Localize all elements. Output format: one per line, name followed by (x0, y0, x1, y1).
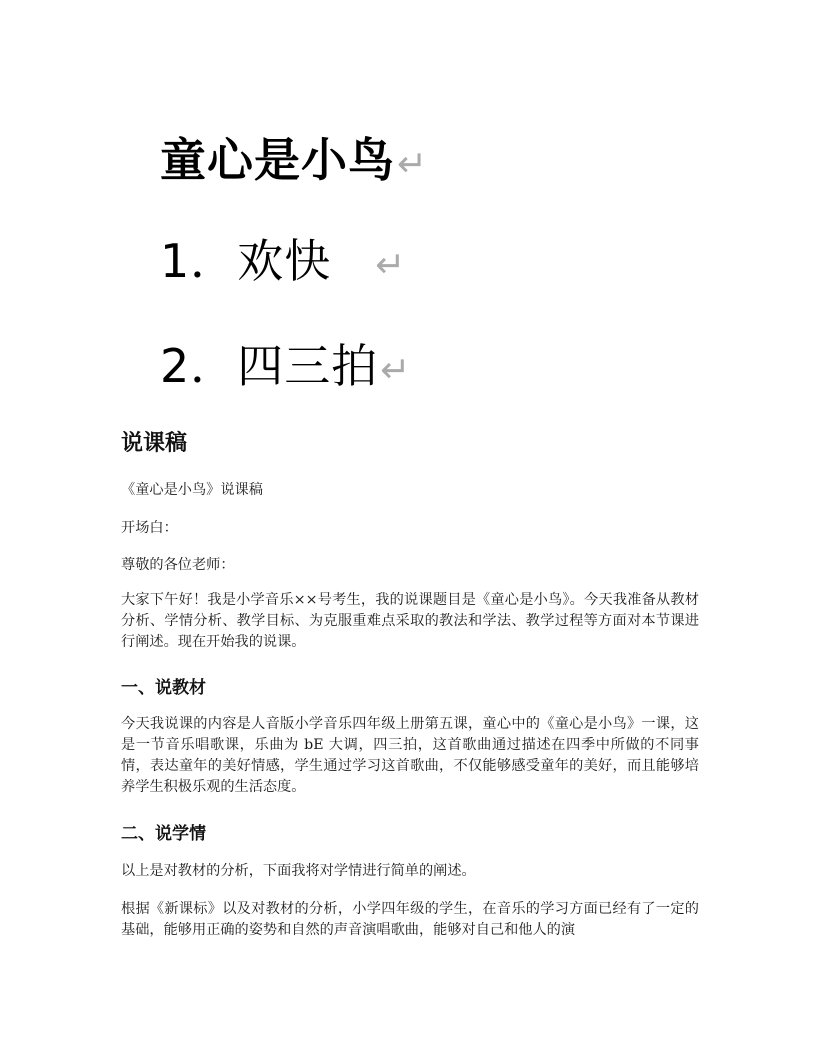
paragraph-intro: 大家下午好！我是小学音乐××号考生，我的说课题目是《童心是小鸟》。今天我准备从教材分析、学情分析、教学目标、为克服重难点采取的教法和学法、教学过程等方面对本节课进行阐述。现在开始我的说课。 (121, 592, 699, 650)
section-heading-students: 二、说学情 (121, 824, 206, 844)
list-item-1-number: 1． (160, 234, 238, 288)
list-item-2-number: 2． (160, 339, 238, 393)
return-mark-icon: ↵ (380, 350, 412, 391)
paragraph-opening: 开场白： (121, 520, 178, 536)
paragraph-students-detail: 根据《新课标》以及对教材的分析，小学四年级的学生，在音乐的学习方面已经有了一定的基础，能够用正确的姿势和自然的声音演唱歌曲，能够对自己和他人的演 (121, 901, 699, 938)
paragraph-textbook: 今天我说课的内容是人音版小学音乐四年级上册第五课，童心中的《童心是小鸟》一课，这是一节音乐唱歌课，乐曲为 bE 大调，四三拍，这首歌曲通过描述在四季中所做的不同事情，表达童年的美好情感，学生通过学习这首歌曲，不仅能够感受童年的美好，而且能够培养学生积极乐观的生活态度。 (121, 716, 699, 795)
paragraph-students-lead: 以上是对教材的分析，下面我将对学情进行简单的阐述。 (121, 863, 476, 879)
main-heading: 说课稿 (121, 431, 188, 456)
song-title (160, 124, 428, 190)
song-title-text: 童心是小鸟 (160, 133, 395, 187)
paragraph-greeting: 尊敬的各位老师： (121, 557, 235, 573)
list-item-1-text: 欢快 (237, 234, 332, 288)
return-mark-icon: ↵ (375, 245, 407, 286)
list-item-2-text: 四三拍 (237, 339, 379, 393)
list-item-1 (160, 225, 406, 291)
section-heading-textbook: 一、说教材 (121, 678, 206, 698)
return-mark-icon: ↵ (397, 144, 429, 185)
paragraph-doc-title: 《童心是小鸟》说课稿 (121, 482, 263, 498)
list-item-2 (160, 330, 411, 396)
